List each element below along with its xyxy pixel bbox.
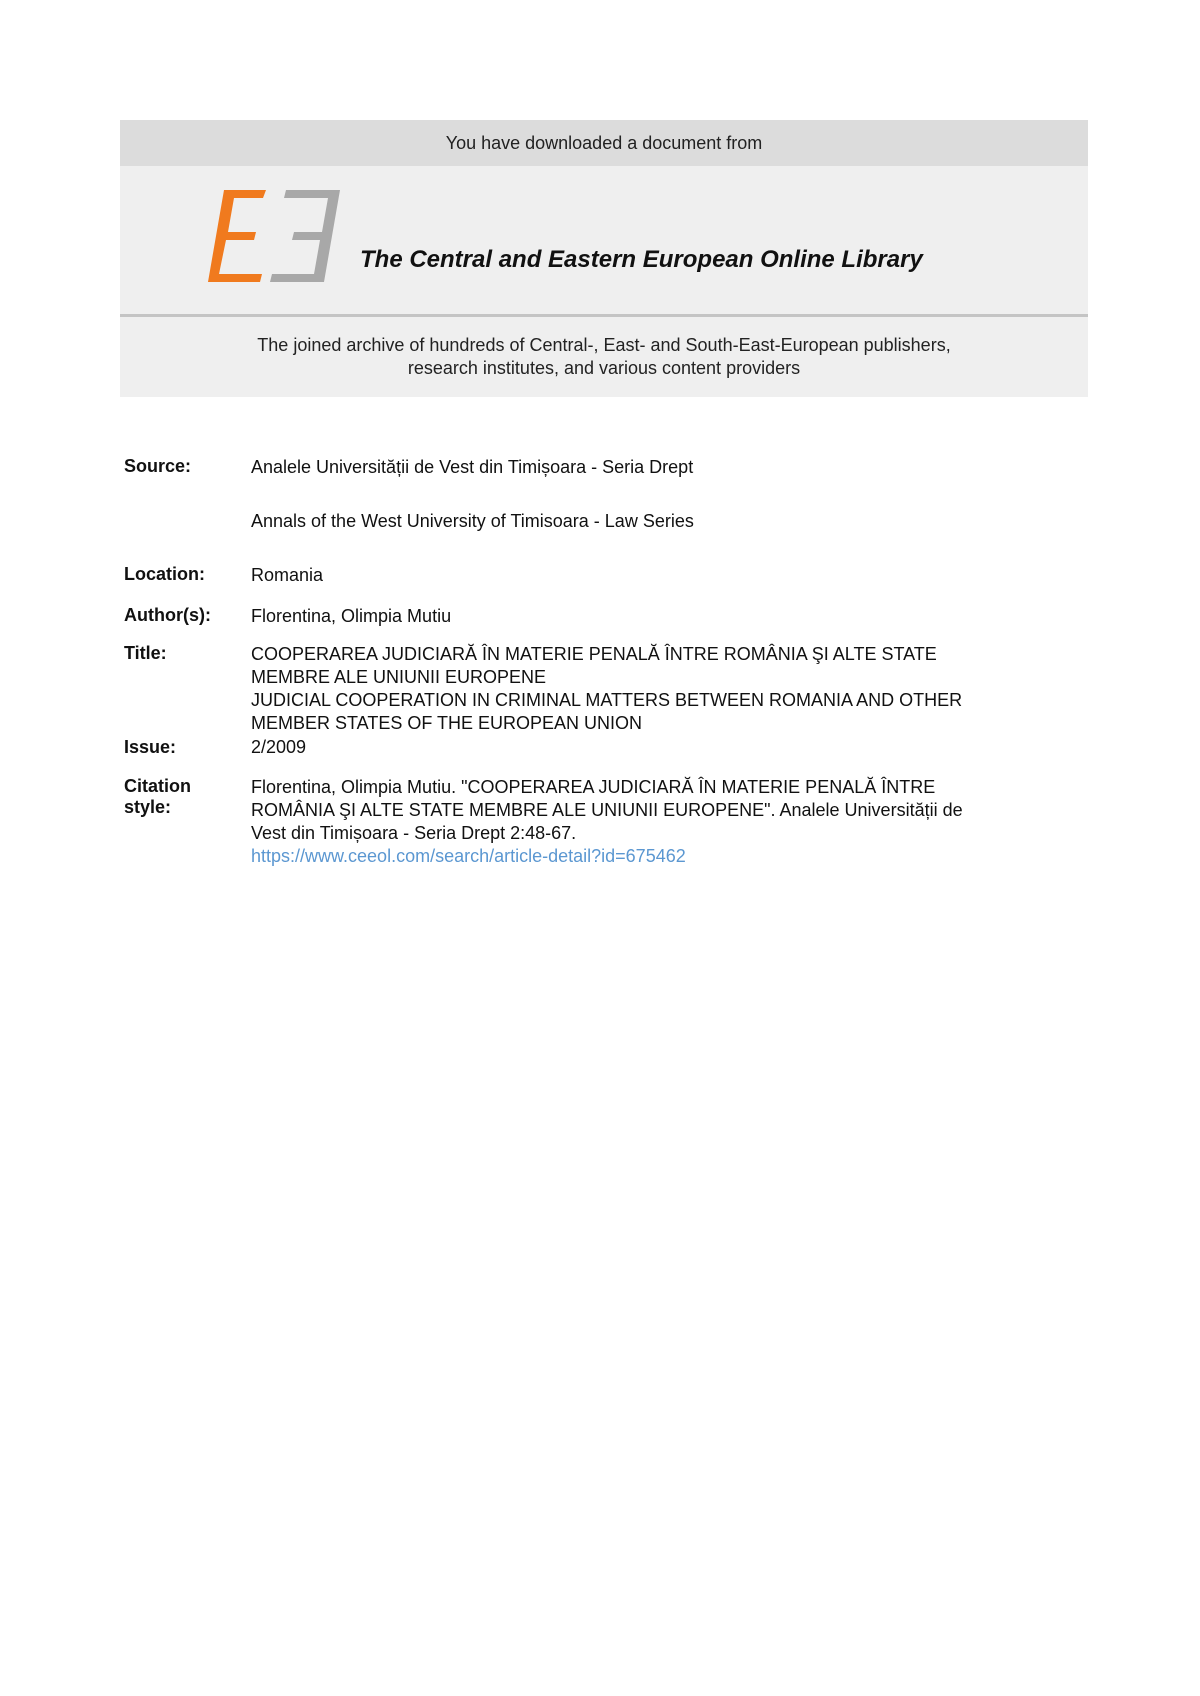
ceeol-logo-icon: [206, 186, 352, 286]
issue-label: Issue:: [124, 737, 177, 757]
citation-line-3: Vest din Timișoara - Seria Drept 2:48-67.: [251, 823, 577, 843]
source-value: Analele Universității de Vest din Timișoara - Seria Drept: [251, 457, 694, 477]
authors-value: Florentina, Olimpia Mutiu: [251, 606, 452, 626]
ceeol-banner: [120, 120, 1088, 397]
citation-line-2: ROMÂNIA ŞI ALTE STATE MEMBRE ALE UNIUNII EUROPENE". Analele Universității de: [251, 800, 963, 820]
document-metadata: [124, 455, 1074, 875]
source-value-english: Annals of the West University of Timisoara - Law Series: [251, 511, 694, 531]
citation-label-line-1: Citation: [124, 776, 191, 796]
title-value: [251, 643, 1071, 735]
citation-line-1: Florentina, Olimpia Mutiu. "COOPERAREA JUDICIARĂ ÎN MATERIE PENALĂ ÎNTRE: [251, 777, 936, 797]
issue-value: 2/2009: [251, 737, 307, 757]
downloaded-from-text: You have downloaded a document from: [120, 120, 1088, 166]
citation-label-line-2: style:: [124, 797, 172, 817]
location-value: Romania: [251, 565, 324, 585]
title-english-line-2: MEMBER STATES OF THE EUROPEAN UNION: [251, 713, 643, 733]
citation-url-link[interactable]: https://www.ceeol.com/search/article-detail?id=675462: [251, 846, 686, 866]
banner-tagline: [120, 317, 1088, 397]
title-romanian-line-1: COOPERAREA JUDICIARĂ ÎN MATERIE PENALĂ ÎNTRE ROMÂNIA ŞI ALTE STATE: [251, 644, 937, 664]
title-label: Title:: [124, 643, 167, 663]
location-label: Location:: [124, 564, 205, 584]
title-english-line-1: JUDICIAL COOPERATION IN CRIMINAL MATTERS BETWEEN ROMANIA AND OTHER: [251, 690, 963, 710]
tagline-line-1: The joined archive of hundreds of Central-, East- and South-East-European publishers,: [257, 335, 951, 355]
library-name: The Central and Eastern European Online Library: [360, 246, 923, 273]
title-romanian-line-2: MEMBRE ALE UNIUNII EUROPENE: [251, 667, 547, 687]
citation-value: [251, 776, 1071, 868]
tagline-line-2: research institutes, and various content providers: [407, 358, 801, 378]
source-label: Source:: [124, 456, 192, 476]
citation-label: [124, 776, 244, 818]
banner-logo-area: [120, 166, 1088, 314]
authors-label: Author(s):: [124, 605, 211, 625]
